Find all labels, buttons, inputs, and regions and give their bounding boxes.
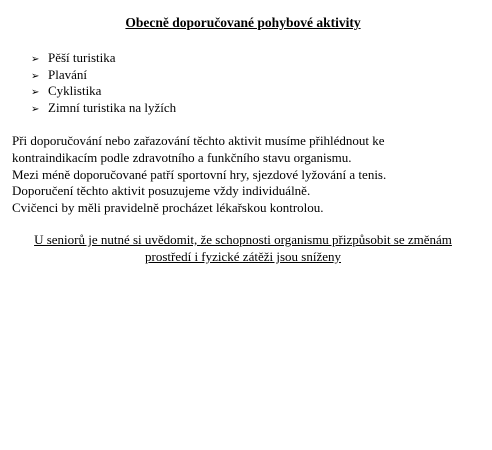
note-line: prostředí i fyzické zátěži jsou sníženy [144,249,341,264]
note-line: U seniorů je nutné si uvědomit, že schopnosti organismu přizpůsobit se změnám [34,232,452,247]
list-item [31,100,176,117]
list-item-label: Plavání [48,66,87,82]
list-item [31,67,176,84]
arrow-bullet-icon: ➢ [31,54,40,65]
senior-note [0,231,486,265]
paragraph-line: kontraindikacím podle zdravotního a funkčního stavu organismu. [12,149,352,165]
list-item-label: Zimní turistika na lyžích [48,99,177,115]
paragraph-line: Při doporučování nebo zařazování těchto aktivit musíme přihlédnout ke [12,133,385,148]
list-item [31,50,176,67]
arrow-bullet-icon: ➢ [31,87,40,98]
activity-list [31,50,176,116]
list-item-label: Cyklistika [48,83,102,98]
paragraph-line: Cvičenci by měli pravidelně procházet lékařskou kontrolou. [12,200,324,216]
paragraph-line: Mezi méně doporučované patří sportovní hry, sjezdové lyžování a tenis. [12,166,387,182]
document-title: Obecně doporučované pohybové aktivity [125,15,361,30]
arrow-bullet-icon: ➢ [31,103,40,115]
paragraph-line: Doporučení těchto aktivit posuzujeme vždy individuálně. [12,183,311,199]
list-item-label: Pěší turistika [48,50,116,65]
body-paragraph [12,133,482,217]
arrow-bullet-icon: ➢ [31,70,40,82]
list-item [31,83,176,100]
